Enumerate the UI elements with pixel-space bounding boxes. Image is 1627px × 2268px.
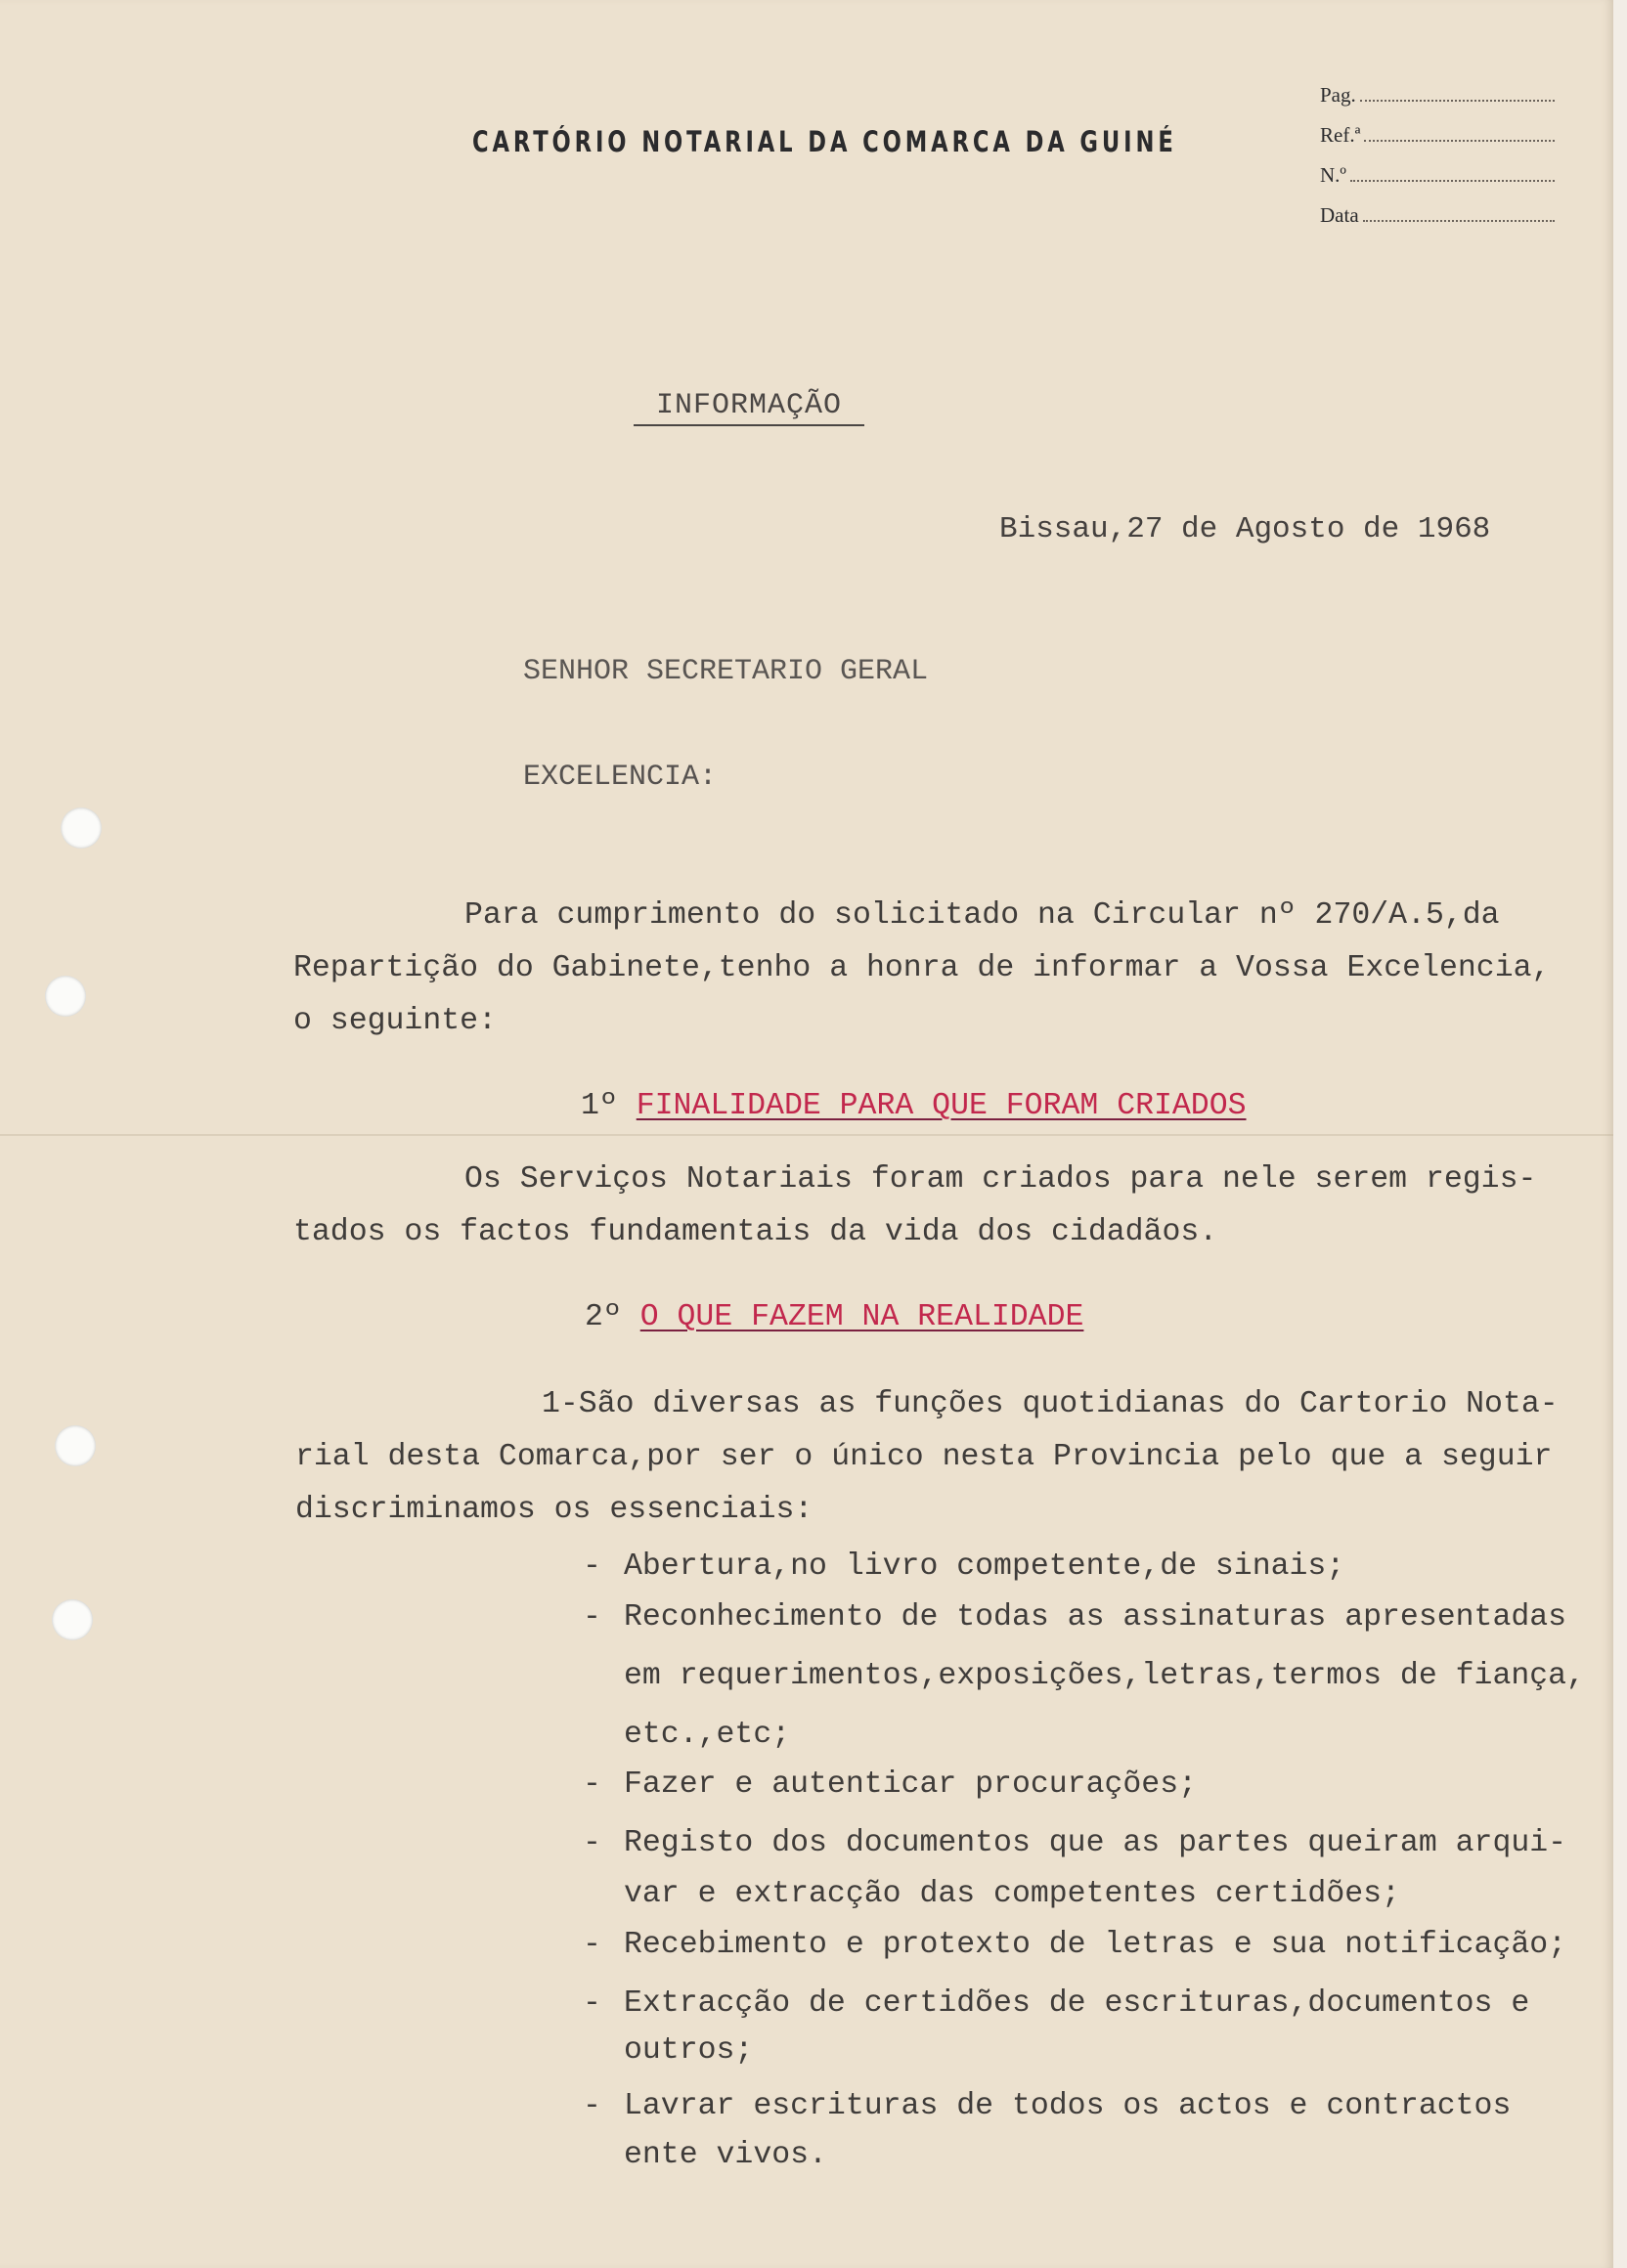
ref-label-page: Pag. bbox=[1320, 83, 1356, 107]
list-item-line: ente vivos. bbox=[624, 2138, 827, 2172]
paragraph-line: Repartição do Gabinete,tenho a honra de informar a Vossa Excelencia, bbox=[293, 951, 1551, 985]
ref-label-date: Data bbox=[1320, 203, 1359, 227]
dotted-line bbox=[1364, 122, 1555, 142]
office-letterhead: CARTÓRIO NOTARIAL DA COMARCA DA GUINÉ bbox=[472, 125, 1177, 158]
ref-label-number: N.º bbox=[1320, 163, 1346, 187]
section-number: 2º bbox=[585, 1300, 622, 1334]
ref-label-reference: Ref.ª bbox=[1320, 123, 1361, 147]
punch-hole bbox=[45, 976, 86, 1017]
ref-field-reference bbox=[1320, 122, 1555, 162]
section-title: O QUE FAZEM NA REALIDADE bbox=[639, 1300, 1084, 1334]
intro-paragraph bbox=[293, 890, 1550, 1048]
punch-hole bbox=[52, 1599, 93, 1640]
paragraph-line: Para cumprimento do solicitado na Circular nº 270/A.5,da bbox=[464, 898, 1500, 933]
section-1-paragraph bbox=[293, 1154, 1536, 1259]
section-title: FINALIDADE PARA QUE FORAM CRIADOS bbox=[636, 1089, 1247, 1123]
dash-marker: - bbox=[583, 2089, 601, 2123]
list-item-line: Lavrar escrituras de todos os actos e contractos bbox=[624, 2089, 1512, 2123]
list-item bbox=[583, 1767, 1609, 1818]
dash-marker: - bbox=[583, 1600, 601, 1635]
list-item-line: Registo dos documentos que as partes queiram arqui- bbox=[624, 1826, 1567, 1860]
punch-hole bbox=[61, 807, 102, 849]
list-item bbox=[583, 2082, 1609, 2184]
dash-marker: - bbox=[583, 1549, 601, 1584]
dash-marker: - bbox=[583, 1826, 601, 1860]
reference-fields bbox=[1320, 82, 1555, 242]
punch-hole bbox=[55, 1425, 96, 1466]
paragraph-line: tados os factos fundamentais da vida dos cidadãos. bbox=[293, 1215, 1218, 1249]
document-heading: INFORMAÇÃO bbox=[634, 389, 864, 426]
section-number: 1º bbox=[581, 1089, 618, 1123]
list-item-line: outros; bbox=[624, 2033, 754, 2068]
paragraph-line: o seguinte: bbox=[293, 1004, 497, 1038]
ref-field-number bbox=[1320, 162, 1555, 202]
dash-marker: - bbox=[583, 1928, 601, 1962]
section-1-heading bbox=[581, 1089, 1247, 1123]
dotted-line bbox=[1363, 202, 1555, 222]
dotted-line bbox=[1350, 162, 1555, 182]
paragraph-line: 1-São diversas as funções quotidianas do Cartorio Nota- bbox=[542, 1387, 1559, 1421]
functions-list bbox=[583, 1549, 1609, 2184]
list-item bbox=[583, 1818, 1609, 1928]
list-item-line: Recebimento e protexto de letras e sua notificação; bbox=[624, 1928, 1567, 1962]
dash-marker: - bbox=[583, 1986, 601, 2021]
list-item bbox=[583, 1928, 1609, 1981]
list-item-line: Abertura,no livro competente,de sinais; bbox=[624, 1549, 1345, 1584]
fold-line bbox=[0, 1134, 1613, 1136]
section-2-heading bbox=[585, 1300, 1083, 1334]
dotted-line bbox=[1360, 82, 1555, 102]
paragraph-line: Os Serviços Notariais foram criados para nele serem regis- bbox=[464, 1162, 1537, 1197]
list-item-line: Fazer e autenticar procurações; bbox=[624, 1767, 1197, 1802]
ref-field-page bbox=[1320, 82, 1555, 122]
addressee: SENHOR SECRETARIO GERAL bbox=[523, 655, 929, 688]
ref-field-date bbox=[1320, 202, 1555, 242]
dash-marker: - bbox=[583, 1767, 601, 1802]
list-item-line: Reconhecimento de todas as assinaturas apresentadas bbox=[624, 1600, 1567, 1635]
salutation: EXCELENCIA: bbox=[523, 761, 718, 794]
list-item-line: var e extracção das competentes certidões; bbox=[624, 1877, 1400, 1911]
section-2-paragraph bbox=[295, 1378, 1559, 1537]
paper-edge bbox=[1613, 0, 1627, 2268]
paragraph-line: discriminamos os essenciais: bbox=[295, 1493, 814, 1527]
list-item bbox=[583, 1589, 1609, 1767]
list-item bbox=[583, 1981, 1609, 2082]
list-item-line: em requerimentos,exposições,letras,termos de fiança, bbox=[624, 1659, 1585, 1693]
letter-date: Bissau,27 de Agosto de 1968 bbox=[999, 512, 1491, 546]
paragraph-line: rial desta Comarca,por ser o único nesta Provincia pelo que a seguir bbox=[295, 1440, 1553, 1474]
list-item-line: Extracção de certidões de escrituras,documentos e bbox=[624, 1986, 1530, 2021]
list-item-line: etc.,etc; bbox=[624, 1718, 791, 1752]
